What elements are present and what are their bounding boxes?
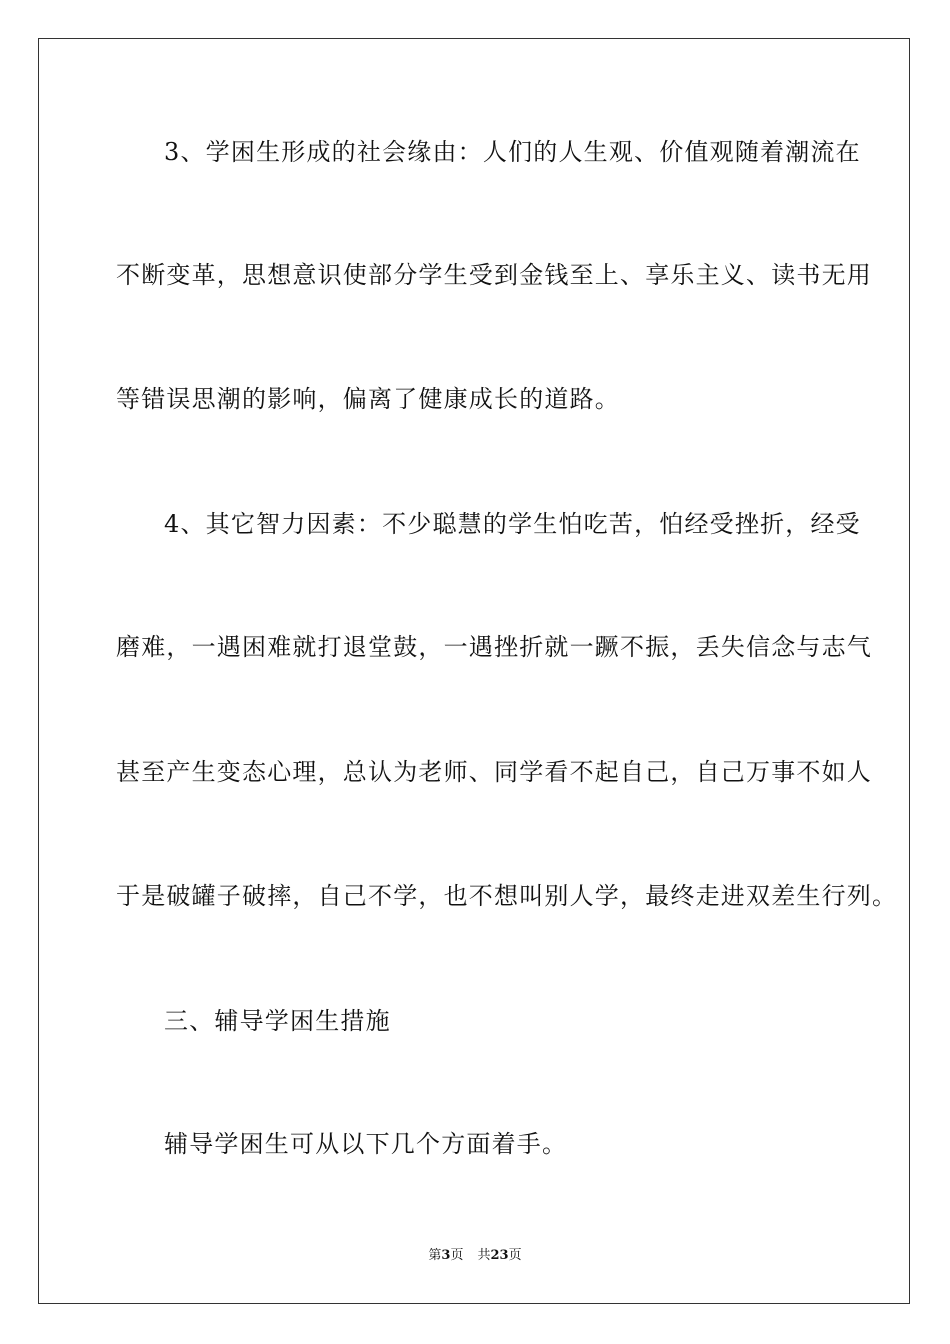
page-footer [0,1247,950,1265]
paragraph-4-line-2: 磨难，一遇困难就打退堂鼓，一遇挫折就一蹶不振，丢失信念与志气 [116,633,872,661]
footer-page-prefix: 第 [428,1248,442,1263]
footer-page-number: 3 [441,1248,451,1263]
footer-total-pages: 23 [490,1248,509,1263]
paragraph-4-line-4: 于是破罐子破摔，自己不学，也不想叫别人学，最终走进双差生行列。 [116,882,898,910]
paragraph-5-line-1: 辅导学困生可从以下几个方面着手。 [164,1130,568,1158]
paragraph-3-line-3: 等错误思潮的影响，偏离了健康成长的道路。 [116,385,620,413]
page-border [38,38,910,1304]
footer-page-suffix: 页 [450,1248,464,1263]
paragraph-3-line-2: 不断变革，思想意识使部分学生受到金钱至上、享乐主义、读书无用 [116,261,872,289]
footer-total-suffix: 页 [508,1248,522,1263]
paragraph-3-line-1: 3、学困生形成的社会缘由：人们的人生观、价值观随着潮流在 [164,138,861,166]
paragraph-4-line-1: 4、其它智力因素：不少聪慧的学生怕吃苦，怕经受挫折，经受 [164,510,861,538]
paragraph-4-line-3: 甚至产生变态心理，总认为老师、同学看不起自己，自己万事不如人 [116,758,872,786]
footer-total-prefix: 共 [477,1248,491,1263]
section-heading: 三、辅导学困生措施 [164,1007,391,1035]
